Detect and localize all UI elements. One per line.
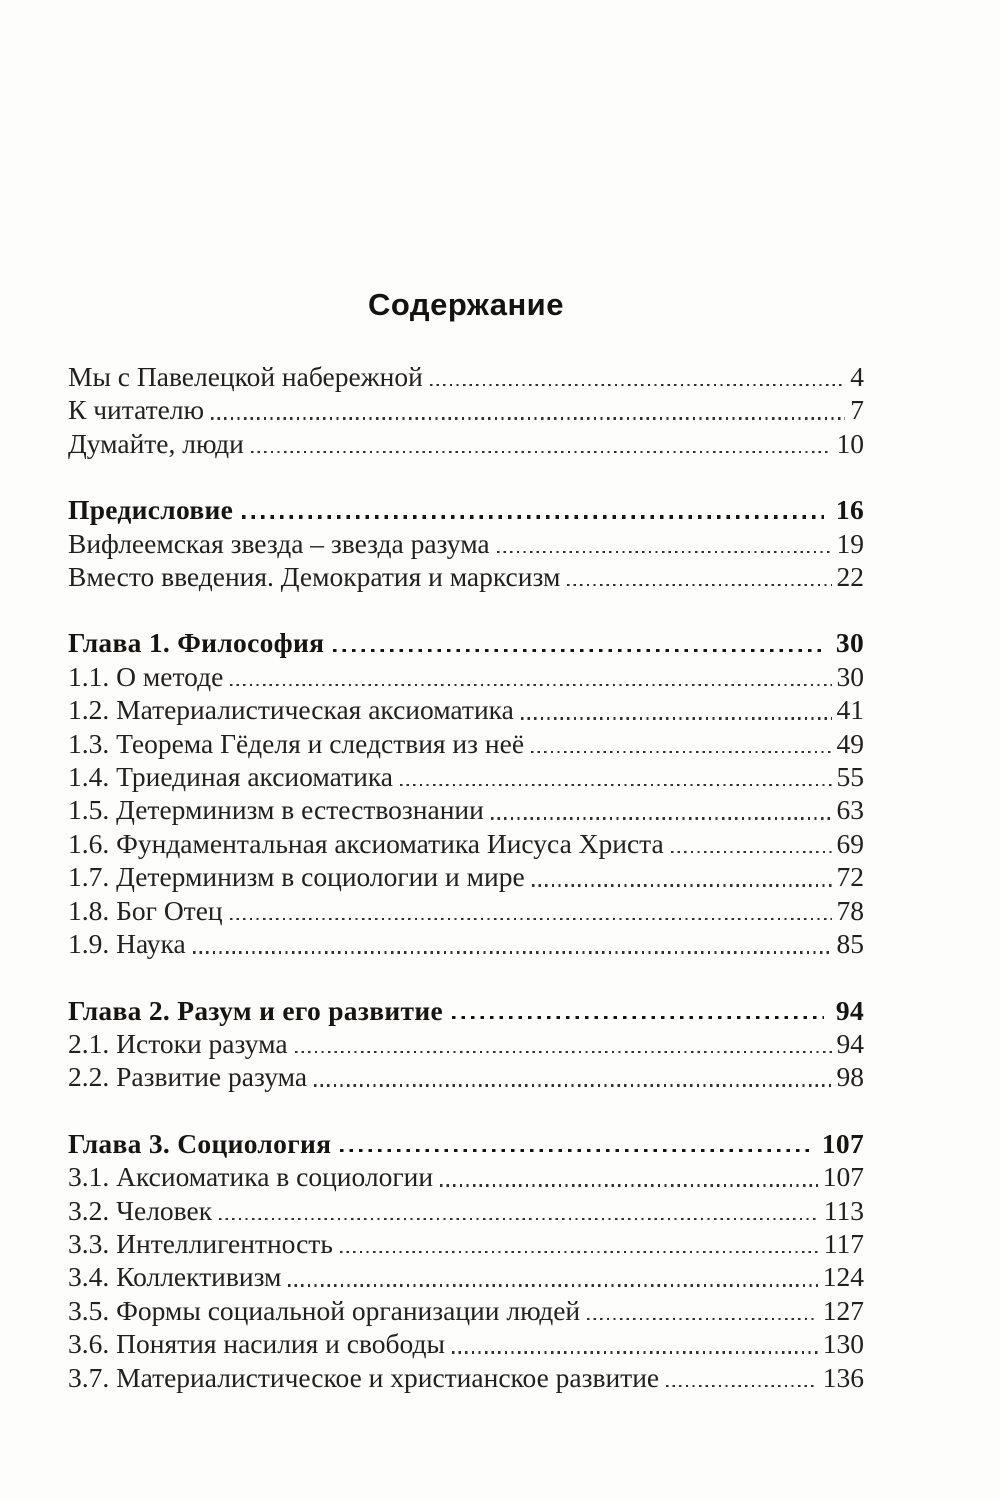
toc-entry-page: 136 bbox=[822, 1361, 864, 1393]
dot-leader bbox=[223, 660, 836, 693]
dot-leader bbox=[204, 393, 850, 426]
toc-entry bbox=[68, 793, 864, 826]
toc-entry-title: Вифлеемская звезда – звезда разума bbox=[68, 527, 490, 559]
toc-entry bbox=[68, 1294, 864, 1327]
toc-entry-page: 98 bbox=[836, 1061, 864, 1093]
toc-entry bbox=[68, 1260, 864, 1293]
dot-leader bbox=[560, 560, 836, 593]
toc-entry-title: Глава 3. Социология bbox=[68, 1127, 332, 1159]
toc-entry-page: 124 bbox=[822, 1261, 864, 1293]
toc-entry-page: 10 bbox=[836, 427, 864, 459]
toc-entry-title: 3.1. Аксиоматика в социологии bbox=[68, 1161, 434, 1193]
toc-entry bbox=[68, 994, 864, 1027]
dot-leader bbox=[223, 894, 837, 927]
toc-entry bbox=[68, 1160, 864, 1193]
dot-leader bbox=[580, 1294, 823, 1327]
toc-entry-title: Вместо введения. Демократия и марксизм bbox=[68, 561, 561, 593]
dot-leader bbox=[445, 1327, 823, 1360]
toc-entry-page: 7 bbox=[850, 394, 864, 426]
toc-section bbox=[68, 360, 864, 460]
toc-entry-title: 3.3. Интеллигентность bbox=[68, 1227, 333, 1259]
dot-leader bbox=[484, 793, 837, 826]
toc-entry bbox=[68, 727, 864, 760]
toc-entry-title: 1.7. Детерминизм в социологии и мире bbox=[68, 861, 525, 893]
dot-leader bbox=[281, 1260, 822, 1293]
dot-leader bbox=[524, 727, 836, 760]
content-column bbox=[68, 0, 864, 1394]
toc-section bbox=[68, 1127, 864, 1394]
toc-entry bbox=[68, 927, 864, 960]
toc-entry-page: 107 bbox=[822, 1161, 864, 1193]
toc-entry bbox=[68, 493, 864, 526]
toc-entry-page: 19 bbox=[836, 527, 864, 559]
dot-leader bbox=[288, 1027, 837, 1060]
toc-entry bbox=[68, 827, 864, 860]
toc-entry-title: 1.2. Материалистическая аксиоматика bbox=[68, 694, 514, 726]
toc-section bbox=[68, 493, 864, 593]
dot-leader bbox=[443, 994, 836, 1027]
toc-entry-title: 1.8. Бог Отец bbox=[68, 894, 223, 926]
page-title: Содержание bbox=[368, 287, 564, 322]
toc-entry-page: 113 bbox=[823, 1194, 864, 1226]
toc-entry-title: 3.5. Формы социальной организации людей bbox=[68, 1294, 581, 1326]
dot-leader bbox=[659, 1361, 823, 1394]
toc-entry bbox=[68, 1194, 864, 1227]
toc-entry-page: 55 bbox=[836, 761, 864, 793]
toc-entry bbox=[68, 894, 864, 927]
dot-leader bbox=[490, 527, 837, 560]
toc-entry-title: 1.9. Наука bbox=[68, 928, 186, 960]
toc-section bbox=[68, 994, 864, 1094]
toc-entry-title: Глава 2. Разум и его развитие bbox=[68, 994, 443, 1026]
toc-entry-title: 3.6. Понятия насилия и свободы bbox=[68, 1328, 445, 1360]
toc-entry bbox=[68, 693, 864, 726]
dot-leader bbox=[333, 1227, 824, 1260]
toc-entry-page: 63 bbox=[836, 794, 864, 826]
toc-entry-title: Мы с Павелецкой набережной bbox=[68, 361, 423, 392]
dot-leader bbox=[212, 1194, 824, 1227]
toc-entry-page: 72 bbox=[836, 861, 864, 893]
toc-entry-page: 4 bbox=[850, 361, 864, 392]
toc-list bbox=[68, 360, 864, 1394]
toc-entry-title: 1.3. Теорема Гёделя и следствия из неё bbox=[68, 727, 525, 759]
dot-leader bbox=[331, 1127, 822, 1160]
toc-entry-page: 49 bbox=[836, 727, 864, 759]
toc-entry bbox=[68, 660, 864, 693]
dot-leader bbox=[423, 360, 850, 393]
toc-entry-page: 94 bbox=[835, 994, 864, 1026]
toc-entry-title: 1.5. Детерминизм в естествознании bbox=[68, 794, 484, 826]
toc-entry bbox=[68, 760, 864, 793]
toc-entry-page: 107 bbox=[821, 1127, 864, 1159]
toc-entry-title: 1.6. Фундаментальная аксиоматика Иисуса Христа bbox=[68, 827, 664, 859]
toc-entry-page: 69 bbox=[836, 827, 864, 859]
dot-leader bbox=[514, 693, 837, 726]
toc-entry bbox=[68, 1227, 864, 1260]
toc-entry-page: 94 bbox=[836, 1027, 864, 1059]
dot-leader bbox=[324, 626, 836, 659]
toc-entry-page: 22 bbox=[836, 561, 864, 593]
toc-entry bbox=[68, 1127, 864, 1160]
toc-entry bbox=[68, 1060, 864, 1093]
toc-entry-page: 85 bbox=[836, 928, 864, 960]
toc-entry bbox=[68, 1361, 864, 1394]
toc-entry bbox=[68, 527, 864, 560]
toc-entry-page: 127 bbox=[822, 1294, 864, 1326]
toc-entry-title: 2.1. Истоки разума bbox=[68, 1027, 288, 1059]
toc-entry-title: 3.7. Материалистическое и христианское развитие bbox=[68, 1361, 660, 1393]
toc-entry bbox=[68, 560, 864, 593]
toc-entry-page: 130 bbox=[822, 1328, 864, 1360]
toc-entry bbox=[68, 360, 864, 393]
toc-entry-page: 41 bbox=[836, 694, 864, 726]
dot-leader bbox=[186, 927, 837, 960]
toc-entry-title: 1.4. Триединая аксиоматика bbox=[68, 761, 393, 793]
dot-leader bbox=[233, 493, 836, 526]
toc-entry-title: Глава 1. Философия bbox=[68, 627, 325, 659]
toc-entry-title: Думайте, люди bbox=[68, 427, 244, 459]
dot-leader bbox=[525, 860, 837, 893]
toc-entry-page: 16 bbox=[835, 494, 864, 526]
toc-entry bbox=[68, 393, 864, 426]
dot-leader bbox=[307, 1060, 836, 1093]
toc-entry-title: К читателю bbox=[68, 394, 205, 426]
dot-leader bbox=[244, 427, 837, 460]
toc-entry-title: 1.1. О методе bbox=[68, 660, 224, 692]
toc-entry-page: 117 bbox=[823, 1227, 864, 1259]
toc-entry-page: 30 bbox=[835, 627, 864, 659]
toc-entry bbox=[68, 427, 864, 460]
dot-leader bbox=[433, 1160, 823, 1193]
toc-entry-title: 3.4. Коллективизм bbox=[68, 1261, 282, 1293]
toc-entry bbox=[68, 626, 864, 659]
toc-entry-page: 78 bbox=[836, 894, 864, 926]
toc-entry bbox=[68, 1027, 864, 1060]
toc-entry-title: Предисловие bbox=[68, 494, 234, 526]
toc-entry bbox=[68, 860, 864, 893]
toc-section bbox=[68, 626, 864, 960]
toc-entry-title: 3.2. Человек bbox=[68, 1194, 213, 1226]
dot-leader bbox=[664, 827, 837, 860]
toc-entry-title: 2.2. Развитие разума bbox=[68, 1061, 308, 1093]
dot-leader bbox=[393, 760, 837, 793]
toc-entry bbox=[68, 1327, 864, 1360]
toc-entry-page: 30 bbox=[836, 660, 864, 692]
